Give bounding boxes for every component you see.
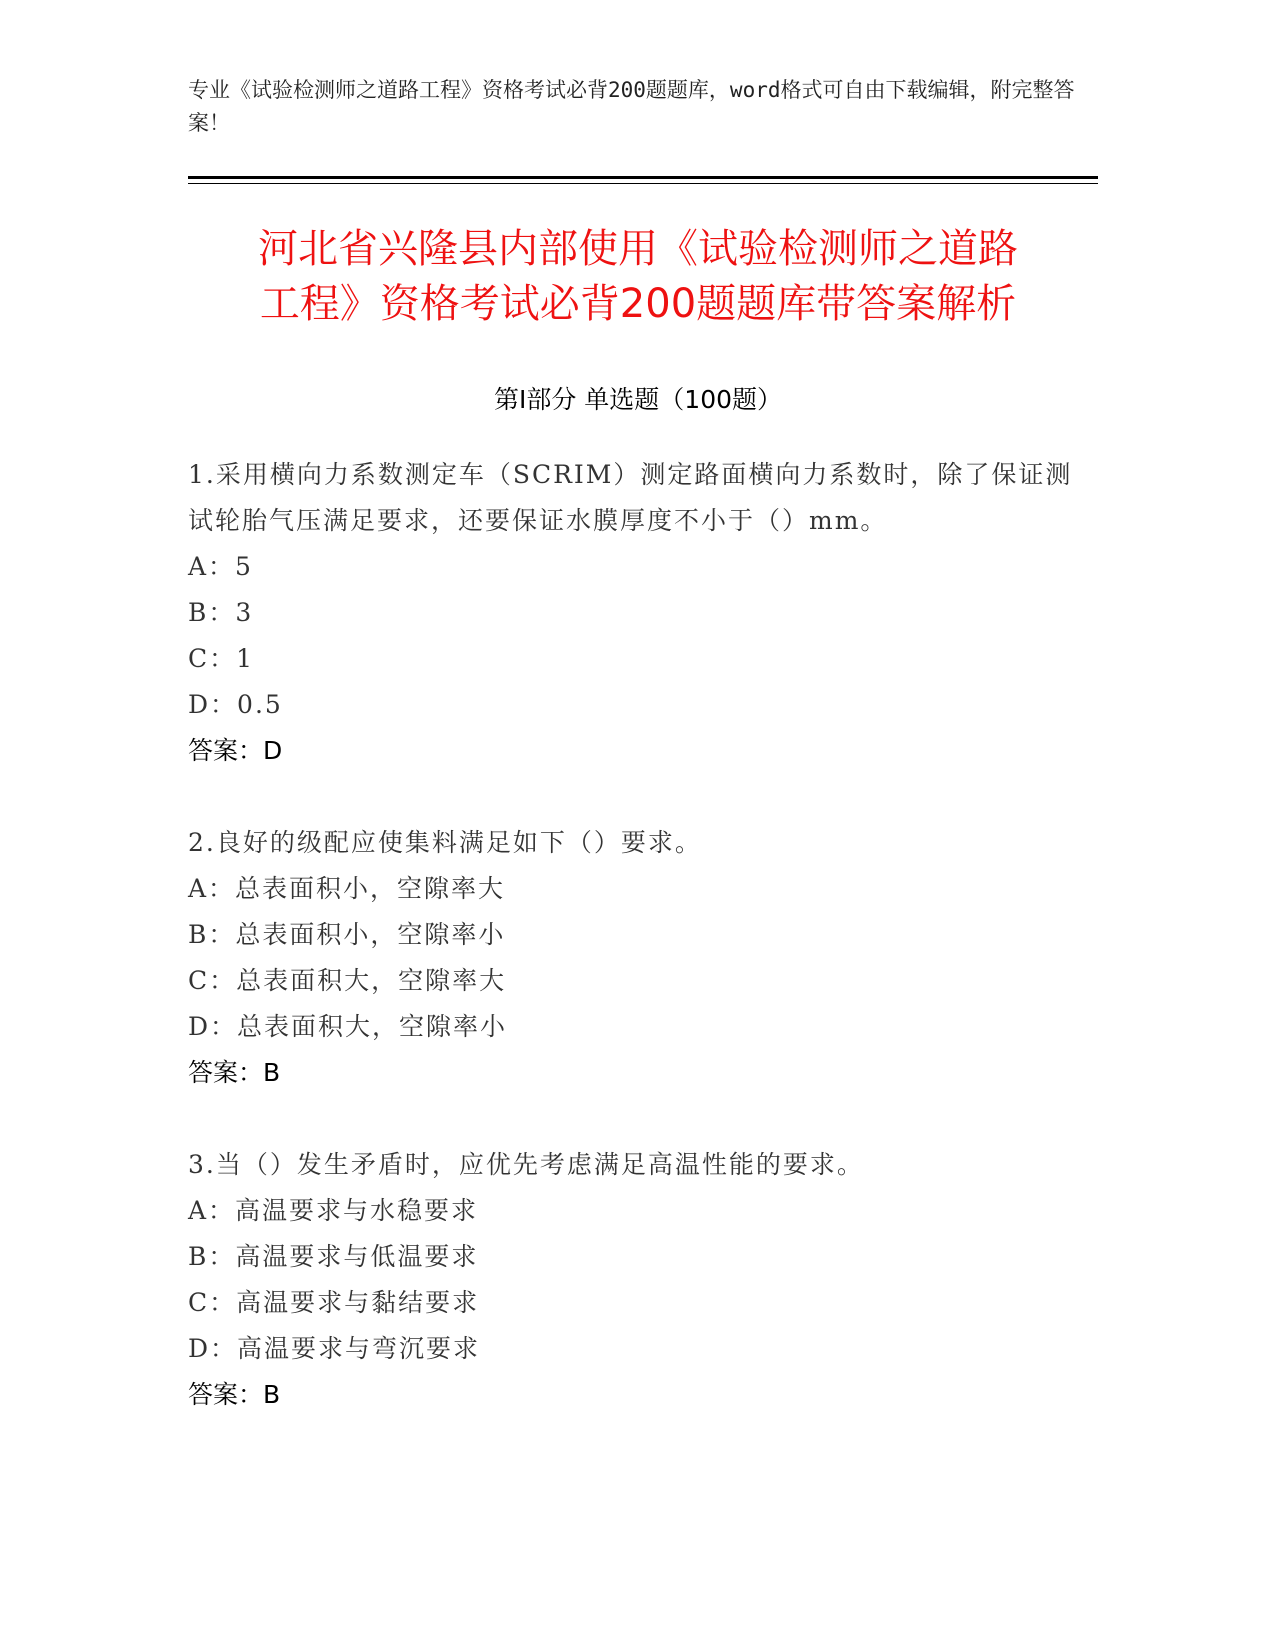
question-3 bbox=[188, 1142, 1088, 1418]
option-a: A：总表面积小，空隙率大 bbox=[188, 874, 506, 903]
header-note: 专业《试验检测师之道路工程》资格考试必背200题题库，word格式可自由下载编辑，附完整答案！ bbox=[188, 78, 1075, 135]
header-rule-thick bbox=[188, 176, 1098, 179]
answer: 答案：D bbox=[188, 736, 283, 765]
answer: 答案：B bbox=[188, 1380, 281, 1409]
option-d: D：0.5 bbox=[188, 690, 283, 719]
question-1 bbox=[188, 452, 1088, 774]
option-b: B：3 bbox=[188, 598, 254, 627]
section-title: 第Ⅰ部分 单选题（100题） bbox=[493, 385, 783, 414]
question-stem: 3.当（）发生矛盾时，应优先考虑满足高温性能的要求。 bbox=[188, 1150, 864, 1179]
option-c: C：高温要求与黏结要求 bbox=[188, 1288, 480, 1317]
question-stem: 1.采用横向力系数测定车（SCRIM）测定路面横向力系数时，除了保证测试轮胎气压满足要求，还要保证水膜厚度不小于（）mm。 bbox=[188, 460, 1073, 535]
title-line-2: 工程》资格考试必背200题题库带答案解析 bbox=[259, 281, 1017, 327]
option-d: D：高温要求与弯沉要求 bbox=[188, 1334, 481, 1363]
answer: 答案：B bbox=[188, 1058, 281, 1087]
question-stem: 2.良好的级配应使集料满足如下（）要求。 bbox=[188, 828, 702, 857]
option-b: B：总表面积小，空隙率小 bbox=[188, 920, 506, 949]
option-c: C：1 bbox=[188, 644, 255, 673]
option-a: A：高温要求与水稳要求 bbox=[188, 1196, 479, 1225]
option-a: A：5 bbox=[188, 552, 253, 581]
option-b: B：高温要求与低温要求 bbox=[188, 1242, 479, 1271]
title-line-1: 河北省兴隆县内部使用《试验检测师之道路 bbox=[258, 226, 1018, 272]
question-2 bbox=[188, 820, 1088, 1096]
option-c: C：总表面积大，空隙率大 bbox=[188, 966, 507, 995]
header-rule-thin bbox=[188, 183, 1098, 184]
option-d: D：总表面积大，空隙率小 bbox=[188, 1012, 508, 1041]
document-title bbox=[188, 222, 1088, 332]
